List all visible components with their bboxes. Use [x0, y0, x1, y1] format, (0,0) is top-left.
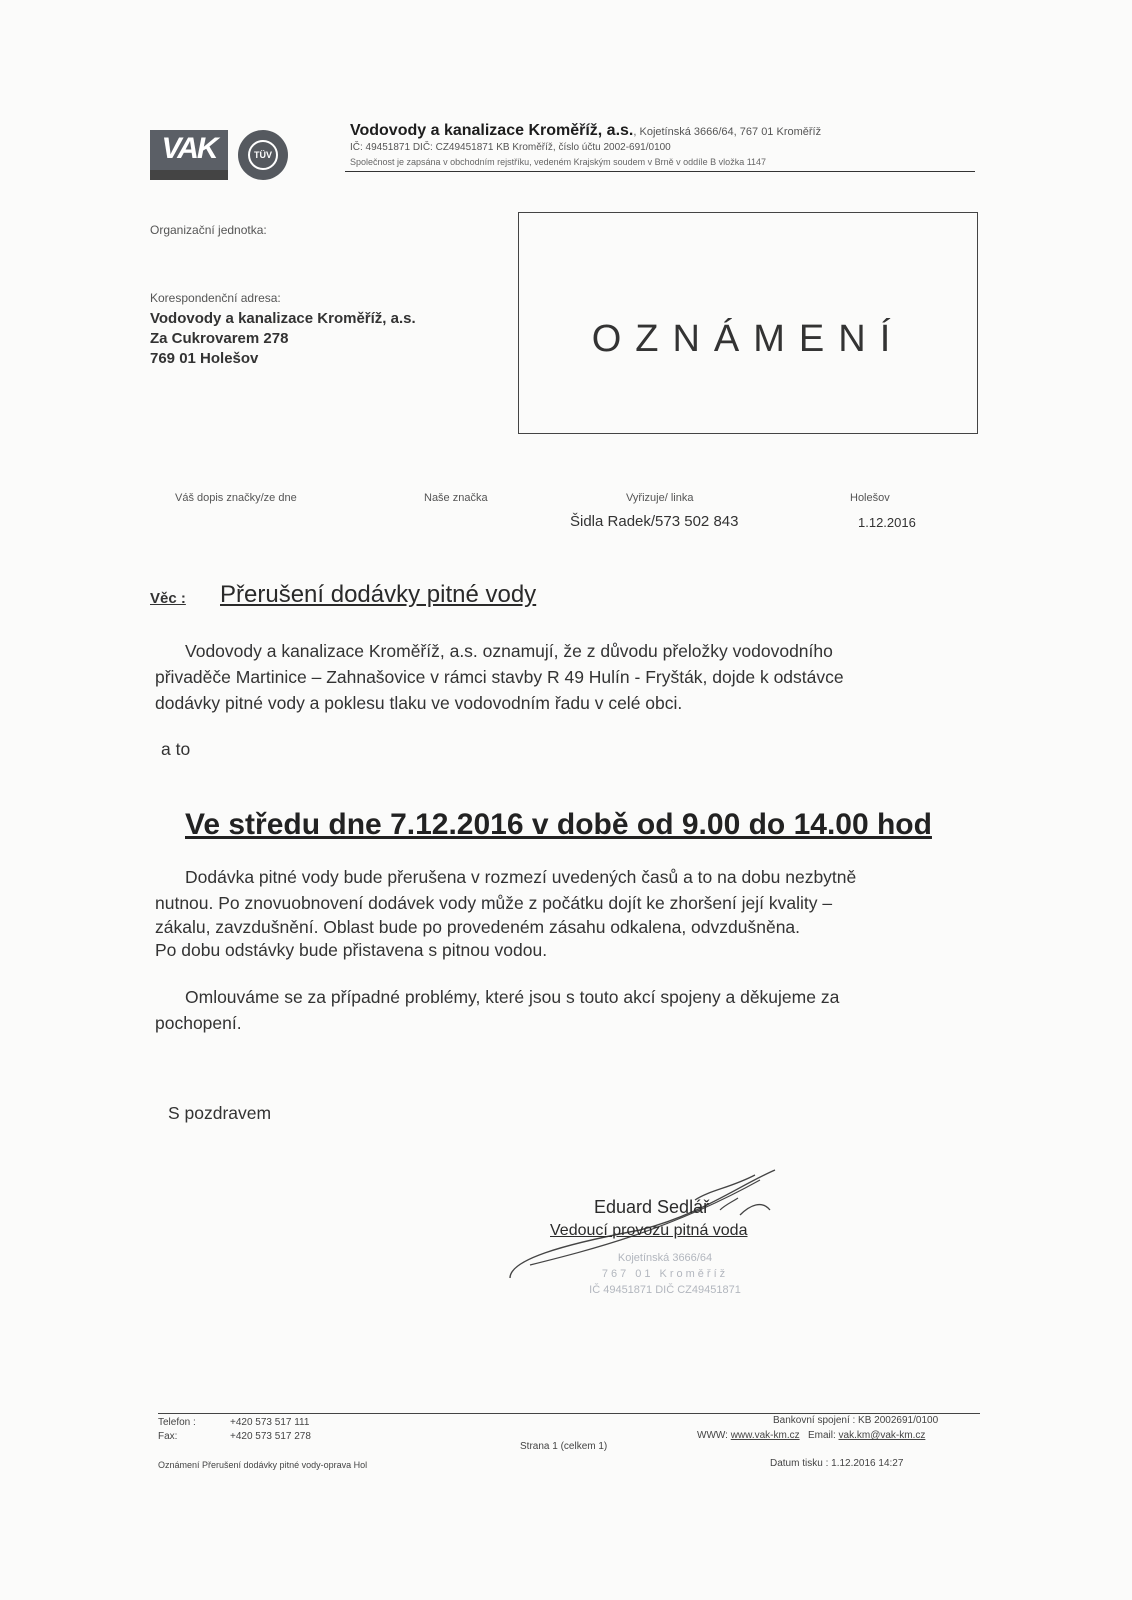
company-line [350, 122, 821, 140]
company-address: , Kojetínská 3666/64, 767 01 Kroměříž [633, 126, 822, 138]
body-p1-line2: přivaděče Martinice – Zahnašovice v rámci stavby R 49 Hulín - Fryšták, dojde k odstávce [155, 667, 844, 687]
vak-logo [150, 130, 228, 180]
body-a-to: a to [161, 739, 191, 759]
tuv-logo [238, 130, 288, 180]
handled-by-value: Šidla Radek/573 502 843 [570, 513, 739, 530]
footer-www-label: WWW: [697, 1430, 728, 1441]
footer-document-name: Oznámení Přerušení dodávky pitné vody-oprava Hol [158, 1460, 368, 1470]
notice-title: OZNÁMENÍ [591, 318, 905, 360]
body-p3-line1: Omlouváme se za případné problémy, které jsou s touto akcí spojeny a děkujeme za [185, 987, 840, 1007]
your-letter-label: Váš dopis značky/ze dne [175, 492, 297, 504]
body-p2-line3: zákalu, zavzdušnění. Oblast bude po provedeném zásahu odkalena, odvzdušněna. [155, 917, 801, 937]
header-divider [345, 171, 975, 172]
our-ref-label: Naše značka [424, 492, 488, 504]
body-p2-line4: Po dobu odstávky bude přistavena s pitnou vodou. [155, 940, 548, 960]
footer-email-label: Email: [807, 1430, 836, 1441]
body-p1-line1: Vodovody a kanalizace Kroměříž, a.s. oznamují, že z důvodu přeložky vodovodního [185, 641, 833, 661]
footer-email-link[interactable]: vak.km@vak-km.cz [838, 1430, 926, 1441]
body-p1-line3: dodávky pitné vody a poklesu tlaku ve vodovodním řadu v celé obci. [155, 693, 683, 713]
signatory-name: Eduard Sedlář [594, 1197, 710, 1217]
place-label: Holešov [850, 492, 890, 504]
footer-web-row [697, 1430, 925, 1441]
footer-fax-value: +420 573 517 278 [230, 1431, 311, 1442]
tuv-logo-text: TÜV [248, 140, 278, 170]
greeting: S pozdravem [168, 1103, 272, 1123]
signatory-role: Vedoucí provozu pitná voda [550, 1222, 748, 1239]
footer-divider [158, 1413, 980, 1414]
footer-tel-value: +420 573 517 111 [230, 1417, 310, 1428]
body-p2-line1: Dodávka pitné vody bude přerušena v rozmezí uvedených časů a to na dobu nezbytně [185, 867, 857, 887]
footer-bank: Bankovní spojení : KB 2002691/0100 [773, 1415, 939, 1426]
org-unit-label: Organizační jednotka: [150, 223, 267, 237]
company-stamp [555, 1250, 775, 1298]
footer-www-link[interactable]: www.vak-km.cz [730, 1430, 800, 1441]
outage-date-line: Ve středu dne 7.12.2016 v době od 9.00 do 14.00 hod [185, 808, 932, 841]
footer-print-date: Datum tisku : 1.12.2016 14:27 [770, 1458, 904, 1469]
corr-address-line1: Vodovody a kanalizace Kroměříž, a.s. [150, 310, 416, 327]
company-register: Společnost je zapsána v obchodním rejstříku, vedeném Krajským soudem v Brně v oddíle B vložka 1147 [350, 157, 767, 167]
stamp-line2: 767 01 Kroměříž [601, 1268, 729, 1280]
body-p3-line2: pochopení. [155, 1013, 242, 1033]
vak-logo-text: VAK [161, 132, 217, 165]
letter-date: 1.12.2016 [858, 515, 916, 530]
stamp-line1: Kojetínská 3666/64 [617, 1252, 713, 1264]
footer-fax-label: Fax: [158, 1431, 178, 1442]
company-name: Vodovody a kanalizace Kroměříž, a.s. [350, 122, 634, 139]
subject-label: Věc : [150, 590, 186, 607]
stamp-line3: IČ 49451871 DIČ CZ49451871 [589, 1284, 741, 1296]
subject-text: Přerušení dodávky pitné vody [220, 581, 537, 608]
footer-page-number: Strana 1 (celkem 1) [520, 1441, 608, 1452]
handled-by-label: Vyřizuje/ linka [626, 492, 694, 504]
corr-address-line2: Za Cukrovarem 278 [150, 330, 289, 347]
corr-address-label: Korespondenční adresa: [150, 291, 281, 305]
corr-address-line3: 769 01 Holešov [150, 350, 259, 367]
footer-tel-label: Telefon : [158, 1417, 196, 1428]
body-p2-line2: nutnou. Po znovuobnovení dodávek vody může z počátku dojít ke zhoršení její kvality – [155, 893, 833, 913]
company-ids: IČ: 49451871 DIČ: CZ49451871 KB Kroměříž, číslo účtu 2002-691/0100 [350, 142, 671, 153]
